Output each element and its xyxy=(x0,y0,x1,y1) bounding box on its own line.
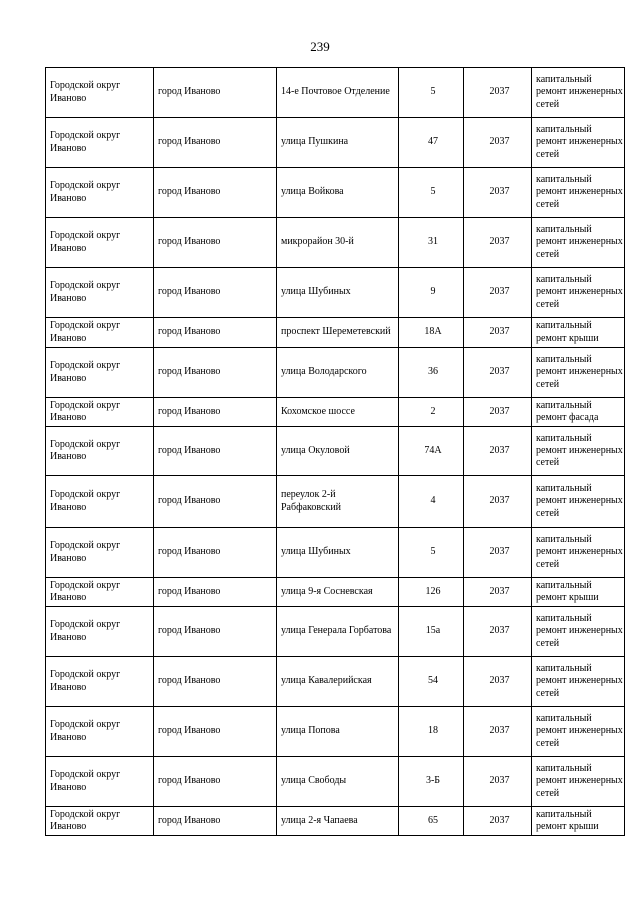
settlement-cell: город Иваново xyxy=(154,476,277,528)
street-cell: микрорайон 30-й xyxy=(277,218,399,268)
municipal-district-cell: Городской округ Иваново xyxy=(46,398,154,427)
municipal-district-cell: Городской округ Иваново xyxy=(46,657,154,707)
street-cell: Кохомское шоссе xyxy=(277,398,399,427)
table-row xyxy=(46,68,625,118)
municipal-district-cell: Городской округ Иваново xyxy=(46,528,154,578)
planned-year-cell: 2037 xyxy=(464,118,532,168)
municipal-district-cell: Городской округ Иваново xyxy=(46,476,154,528)
settlement-cell: город Иваново xyxy=(154,657,277,707)
table-row xyxy=(46,578,625,607)
house-number-cell: 74А xyxy=(399,427,464,476)
settlement-cell: город Иваново xyxy=(154,707,277,757)
table-row xyxy=(46,318,625,348)
table-row xyxy=(46,118,625,168)
repair-registry-table xyxy=(45,67,625,836)
work-type-cell: капитальный ремонт инженерных сетей xyxy=(532,218,625,268)
settlement-cell: город Иваново xyxy=(154,348,277,398)
table-row xyxy=(46,476,625,528)
planned-year-cell: 2037 xyxy=(464,757,532,807)
settlement-cell: город Иваново xyxy=(154,268,277,318)
work-type-cell: капитальный ремонт инженерных сетей xyxy=(532,68,625,118)
work-type-cell: капитальный ремонт инженерных сетей xyxy=(532,268,625,318)
street-cell: улица Войкова xyxy=(277,168,399,218)
settlement-cell: город Иваново xyxy=(154,528,277,578)
street-cell: 14-е Почтовое Отделение xyxy=(277,68,399,118)
planned-year-cell: 2037 xyxy=(464,318,532,348)
house-number-cell: 15а xyxy=(399,607,464,657)
work-type-cell: капитальный ремонт инженерных сетей xyxy=(532,707,625,757)
planned-year-cell: 2037 xyxy=(464,476,532,528)
table-row xyxy=(46,807,625,836)
planned-year-cell: 2037 xyxy=(464,68,532,118)
planned-year-cell: 2037 xyxy=(464,607,532,657)
street-cell: улица Шубиных xyxy=(277,268,399,318)
house-number-cell: 3-Б xyxy=(399,757,464,807)
street-cell: улица Генерала Горбатова xyxy=(277,607,399,657)
planned-year-cell: 2037 xyxy=(464,528,532,578)
house-number-cell: 18 xyxy=(399,707,464,757)
settlement-cell: город Иваново xyxy=(154,118,277,168)
municipal-district-cell: Городской округ Иваново xyxy=(46,118,154,168)
municipal-district-cell: Городской округ Иваново xyxy=(46,427,154,476)
table-row xyxy=(46,398,625,427)
street-cell: улица Пушкина xyxy=(277,118,399,168)
settlement-cell: город Иваново xyxy=(154,168,277,218)
municipal-district-cell: Городской округ Иваново xyxy=(46,168,154,218)
municipal-district-cell: Городской округ Иваново xyxy=(46,218,154,268)
planned-year-cell: 2037 xyxy=(464,578,532,607)
house-number-cell: 65 xyxy=(399,807,464,836)
house-number-cell: 5 xyxy=(399,528,464,578)
page-number: 239 xyxy=(310,39,330,54)
house-number-cell: 54 xyxy=(399,657,464,707)
table-row xyxy=(46,348,625,398)
settlement-cell: город Иваново xyxy=(154,757,277,807)
street-cell: проспект Шереметевский xyxy=(277,318,399,348)
street-cell: улица 9-я Сосневская xyxy=(277,578,399,607)
planned-year-cell: 2037 xyxy=(464,657,532,707)
settlement-cell: город Иваново xyxy=(154,807,277,836)
municipal-district-cell: Городской округ Иваново xyxy=(46,268,154,318)
municipal-district-cell: Городской округ Иваново xyxy=(46,318,154,348)
work-type-cell: капитальный ремонт инженерных сетей xyxy=(532,168,625,218)
work-type-cell: капитальный ремонт инженерных сетей xyxy=(532,427,625,476)
work-type-cell: капитальный ремонт инженерных сетей xyxy=(532,118,625,168)
work-type-cell: капитальный ремонт инженерных сетей xyxy=(532,757,625,807)
work-type-cell: капитальный ремонт инженерных сетей xyxy=(532,528,625,578)
work-type-cell: капитальный ремонт фасада xyxy=(532,398,625,427)
planned-year-cell: 2037 xyxy=(464,707,532,757)
work-type-cell: капитальный ремонт инженерных сетей xyxy=(532,476,625,528)
municipal-district-cell: Городской округ Иваново xyxy=(46,807,154,836)
house-number-cell: 9 xyxy=(399,268,464,318)
work-type-cell: капитальный ремонт крыши xyxy=(532,807,625,836)
street-cell: улица Шубиных xyxy=(277,528,399,578)
house-number-cell: 47 xyxy=(399,118,464,168)
house-number-cell: 4 xyxy=(399,476,464,528)
street-cell: улица Окуловой xyxy=(277,427,399,476)
work-type-cell: капитальный ремонт инженерных сетей xyxy=(532,348,625,398)
settlement-cell: город Иваново xyxy=(154,427,277,476)
house-number-cell: 5 xyxy=(399,168,464,218)
registry-table-body xyxy=(46,68,625,836)
settlement-cell: город Иваново xyxy=(154,218,277,268)
planned-year-cell: 2037 xyxy=(464,168,532,218)
table-row xyxy=(46,707,625,757)
municipal-district-cell: Городской округ Иваново xyxy=(46,348,154,398)
house-number-cell: 5 xyxy=(399,68,464,118)
planned-year-cell: 2037 xyxy=(464,348,532,398)
table-row xyxy=(46,168,625,218)
table-row xyxy=(46,607,625,657)
street-cell: улица 2-я Чапаева xyxy=(277,807,399,836)
work-type-cell: капитальный ремонт крыши xyxy=(532,318,625,348)
table-row xyxy=(46,218,625,268)
planned-year-cell: 2037 xyxy=(464,398,532,427)
table-row xyxy=(46,528,625,578)
house-number-cell: 2 xyxy=(399,398,464,427)
table-row xyxy=(46,268,625,318)
municipal-district-cell: Городской округ Иваново xyxy=(46,757,154,807)
street-cell: улица Володарского xyxy=(277,348,399,398)
table-row xyxy=(46,427,625,476)
municipal-district-cell: Городской округ Иваново xyxy=(46,578,154,607)
municipal-district-cell: Городской округ Иваново xyxy=(46,607,154,657)
planned-year-cell: 2037 xyxy=(464,218,532,268)
work-type-cell: капитальный ремонт инженерных сетей xyxy=(532,607,625,657)
house-number-cell: 18А xyxy=(399,318,464,348)
work-type-cell: капитальный ремонт крыши xyxy=(532,578,625,607)
house-number-cell: 31 xyxy=(399,218,464,268)
street-cell: улица Свободы xyxy=(277,757,399,807)
work-type-cell: капитальный ремонт инженерных сетей xyxy=(532,657,625,707)
municipal-district-cell: Городской округ Иваново xyxy=(46,68,154,118)
settlement-cell: город Иваново xyxy=(154,398,277,427)
settlement-cell: город Иваново xyxy=(154,68,277,118)
planned-year-cell: 2037 xyxy=(464,427,532,476)
street-cell: улица Попова xyxy=(277,707,399,757)
settlement-cell: город Иваново xyxy=(154,578,277,607)
municipal-district-cell: Городской округ Иваново xyxy=(46,707,154,757)
street-cell: переулок 2-й Рабфаковский xyxy=(277,476,399,528)
planned-year-cell: 2037 xyxy=(464,268,532,318)
table-row xyxy=(46,757,625,807)
street-cell: улица Кавалерийская xyxy=(277,657,399,707)
planned-year-cell: 2037 xyxy=(464,807,532,836)
settlement-cell: город Иваново xyxy=(154,607,277,657)
table-row xyxy=(46,657,625,707)
settlement-cell: город Иваново xyxy=(154,318,277,348)
house-number-cell: 36 xyxy=(399,348,464,398)
house-number-cell: 126 xyxy=(399,578,464,607)
